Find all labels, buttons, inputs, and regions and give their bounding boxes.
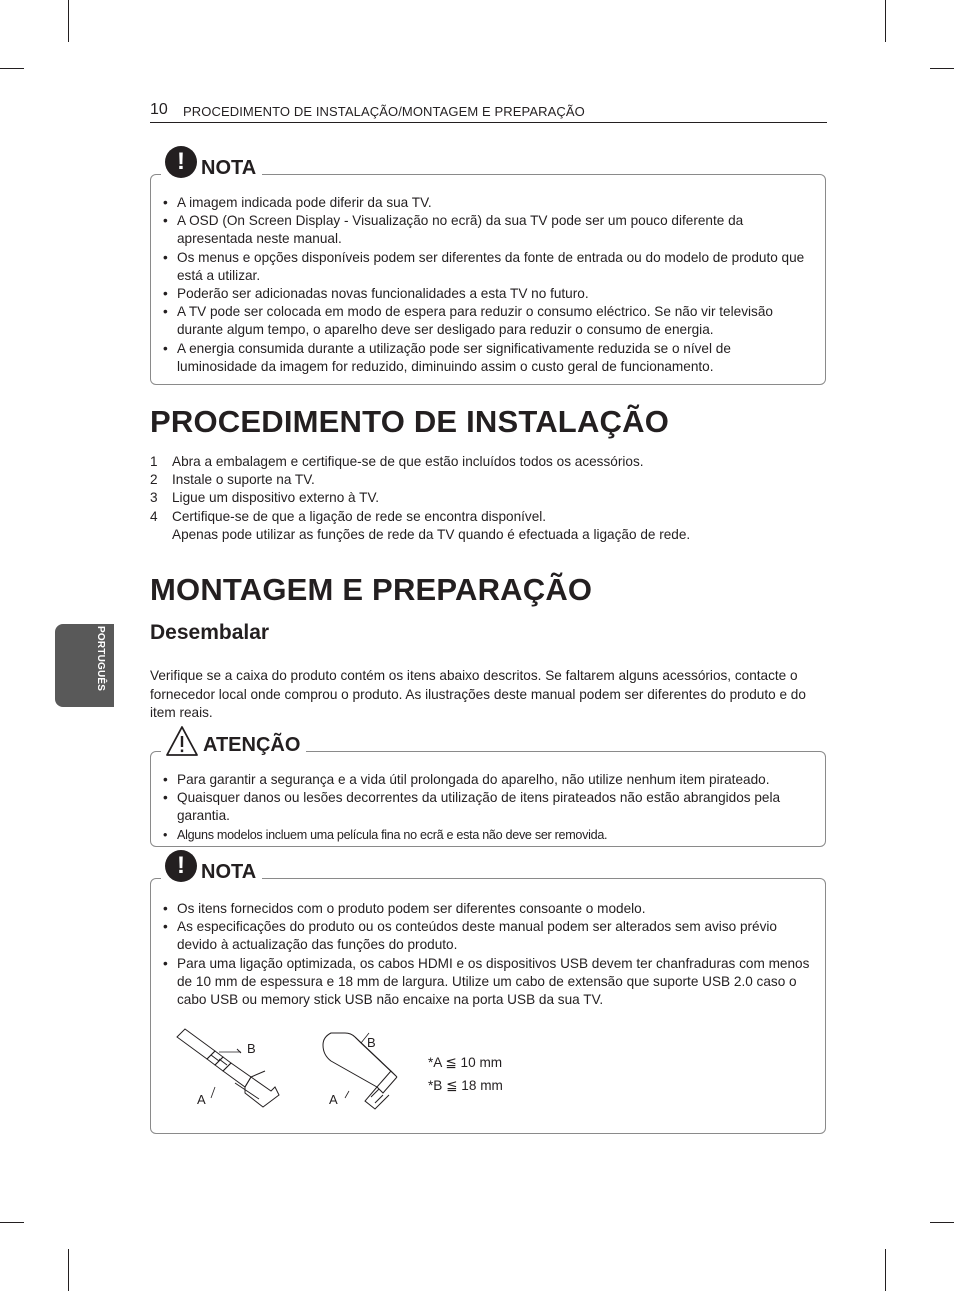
step-item: [150, 471, 827, 489]
list-item: • A imagem indicada pode diferir da sua TV.: [163, 194, 813, 212]
figure-label-a: A: [329, 1092, 338, 1107]
caution-list: [163, 771, 813, 844]
page-number: 10: [150, 101, 168, 118]
list-item: • Poderão ser adicionadas novas funcionalidades a esta TV no futuro.: [163, 285, 813, 303]
step-item: [150, 489, 827, 507]
install-title: PROCEDIMENTO DE INSTALAÇÃO: [150, 404, 670, 439]
crop-mark: [930, 68, 954, 69]
crop-mark: [885, 0, 886, 42]
crop-mark: [68, 1249, 69, 1291]
step-item: [150, 508, 827, 544]
dimension-b: *B ≦ 18 mm: [428, 1078, 503, 1093]
dimension-a: *A ≦ 10 mm: [428, 1055, 503, 1070]
exclamation-circle-icon: !: [165, 850, 197, 882]
step-subtext: Apenas pode utilizar as funções de rede da TV quando é efectuada a ligação de rede.: [172, 526, 691, 542]
step-text: Abra a embalagem e certifique-se de que estão incluídos todos os acessórios.: [172, 454, 644, 469]
figure-label-b: B: [367, 1035, 376, 1050]
dimension-arrow-a: [211, 1087, 215, 1098]
note-label: NOTA: [201, 861, 257, 883]
caution-box: [150, 734, 826, 847]
list-item: • Alguns modelos incluem uma película fina no ecrã e esta não deve ser removida.: [163, 826, 813, 844]
note-label: NOTA: [201, 157, 257, 179]
caution-label: ATENÇÃO: [203, 734, 301, 756]
list-item: • Para garantir a segurança e a vida útil prolongada do aparelho, não utilize nenhum item pirateado.: [163, 771, 813, 789]
dimension-specs: [428, 1051, 503, 1097]
figure-label-a: A: [197, 1092, 206, 1107]
step-text: Ligue um dispositivo externo à TV.: [172, 490, 380, 506]
crop-mark: [0, 1222, 24, 1223]
step-number: 4: [150, 508, 158, 524]
running-title: PROCEDIMENTO DE INSTALAÇÃO/MONTAGEM E PREPARAÇÃO: [183, 104, 585, 119]
step-number: 3: [150, 490, 158, 506]
crop-mark: [885, 1249, 886, 1291]
page-header: [150, 100, 827, 123]
note-list: [163, 900, 813, 1009]
note-box-header: [161, 148, 262, 181]
note-box: [150, 148, 826, 385]
assembly-title: MONTAGEM E PREPARAÇÃO: [150, 572, 593, 607]
list-item: • Para uma ligação optimizada, os cabos HDMI e os dispositivos USB devem ter chanfraduras com menos de 10 mm de espessura e 18 mm de largura. Utilize um cabo de extensão que suporte USB 2.0 caso o cabo USB ou memory stick USB não encaixe na porta USB da sua TV.: [163, 955, 813, 1010]
unpacking-paragraph: Verifique se a caixa do produto contém os itens abaixo descritos. Se faltarem alguns acessórios, contacte o fornecedor local onde comprou o produto. As ilustrações deste manual podem ser diferentes do produto e do item reais.: [150, 668, 806, 720]
language-tab-label: PORTUGUÊS: [95, 626, 106, 692]
list-item: • Os itens fornecidos com o produto podem ser diferentes consoante o modelo.: [163, 900, 813, 918]
crop-mark: [930, 1222, 954, 1223]
crop-mark: [0, 68, 24, 69]
list-item: • Quaisquer danos ou lesões decorrentes da utilização de itens pirateados não estão abrangidos pela garantia.: [163, 789, 813, 825]
dimension-arrow-a: [345, 1091, 349, 1098]
list-item: • Os menus e opções disponíveis podem ser diferentes da fonte de entrada ou do modelo de produto que está a utilizar.: [163, 249, 813, 285]
step-item: [150, 453, 827, 471]
list-item: • A energia consumida durante a utilização pode ser significativamente reduzida se o nível de luminosidade da imagem for reduzido, diminuindo assim o custo geral de funcionamento.: [163, 340, 813, 376]
step-number: 2: [150, 472, 158, 488]
figure-label-b: B: [247, 1041, 256, 1056]
warning-triangle-icon: [165, 725, 199, 757]
step-number: 1: [150, 454, 158, 469]
step-text: Certifique-se de que a ligação de rede se encontra disponível.: [172, 508, 547, 524]
install-steps: [150, 453, 827, 544]
note-list: [163, 194, 813, 376]
caution-box-header: [161, 728, 306, 758]
step-text: Instale o suporte na TV.: [172, 472, 315, 488]
crop-mark: [68, 0, 69, 42]
list-item: • A TV pode ser colocada em modo de espera para reduzir o consumo eléctrico. Se não vir televisão durante algum tempo, o aparelho deve ser desligado para reduzir o consumo de energia.: [163, 303, 813, 339]
list-item: • As especificações do produto ou os conteúdos deste manual podem ser alterados sem aviso prévio devido à actualização das funções do produto.: [163, 918, 813, 954]
exclamation-circle-icon: !: [165, 146, 197, 178]
note-box-header: [161, 852, 262, 885]
unpacking-subtitle: Desembalar: [150, 621, 270, 644]
list-item: • A OSD (On Screen Display - Visualização no ecrã) da sua TV pode ser um pouco diferente da apresentada neste manual.: [163, 212, 813, 248]
